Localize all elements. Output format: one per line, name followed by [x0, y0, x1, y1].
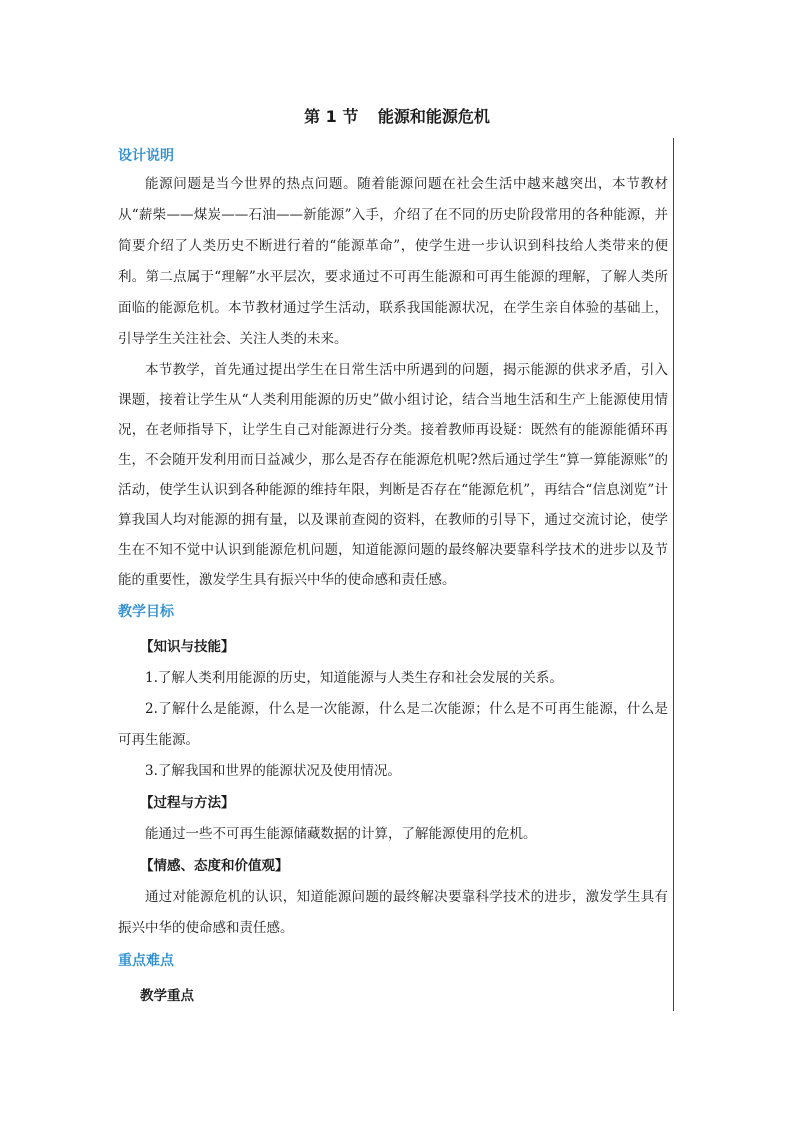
section-number: 第 1 节: [304, 107, 359, 126]
emotion-paragraph: 通过对能源危机的认识，知道能源问题的最终解决要靠科学技术的进步，激发学生具有振兴中华的使命感和责任感。: [118, 889, 668, 936]
subheading-knowledge-skills: 【知识与技能】: [140, 639, 235, 655]
subheading-emotion-values: 【情感、态度和价值观】: [140, 858, 289, 874]
section-name: 能源和能源危机: [377, 107, 490, 126]
design-paragraph-2: 本节教学，首先通过提出学生在日常生活中所遇到的问题，揭示能源的供求矛盾，引入课题，接着让学生从“人类利用能源的历史”做小组讨论，结合当地生活和生产上能源使用情况，在老师指导下，让学生自己对能源进行分类。接着教师再设疑：既然有的能源能循环再生，不会随开发利用而日益减少，那么是否存在能源危机呢?然后通过学生“算一算能源账”的活动，使学生认识到各种能源的维持年限，判断是否存在“能源危机”，再结合“信息浏览”计算我国人均对能源的拥有量，以及课前查阅的资料，在教师的引导下，通过交流讨论，使学生在不知不觉中认识到能源危机问题，知道能源问题的最终解决要靠科学技术的进步以及节能的重要性，激发学生具有振兴中华的使命感和责任感。: [118, 362, 668, 588]
subheading-teaching-key: 教学重点: [140, 988, 194, 1004]
goal-item-3: 3.了解我国和世界的能源状况及使用情况。: [145, 763, 401, 779]
goal-item-2: 2.了解什么是能源，什么是一次能源，什么是二次能源；什么是不可再生能源，什么是可再生能源。: [118, 701, 668, 748]
subheading-process-method: 【过程与方法】: [140, 795, 235, 811]
goal-item-1: 1.了解人类利用能源的历史，知道能源与人类生存和社会发展的关系。: [145, 670, 563, 686]
process-paragraph: 能通过一些不可再生能源储藏数据的计算，了解能源使用的危机。: [145, 826, 537, 842]
heading-design-notes: 设计说明: [118, 148, 174, 164]
heading-teaching-goals: 教学目标: [118, 604, 174, 620]
page-margin-rule: [673, 138, 674, 1011]
page-title: [0, 104, 794, 127]
heading-key-difficult-points: 重点难点: [118, 953, 174, 969]
design-paragraph-1: 能源问题是当今世界的热点问题。随着能源问题在社会生活中越来越突出，本节教材从“薪柴——煤炭——石油——新能源”入手，介绍了在不同的历史阶段常用的各种能源，并简要介绍了人类历史不断进行着的“能源革命”，使学生进一步认识到科技给人类带来的便利。第二点属于“理解”水平层次，要求通过不可再生能源和可再生能源的理解，了解人类所面临的能源危机。本节教材通过学生活动，联系我国能源状况，在学生亲自体验的基础上，引导学生关注社会、关注人类的未来。: [118, 176, 668, 347]
document-body: [118, 143, 668, 1012]
